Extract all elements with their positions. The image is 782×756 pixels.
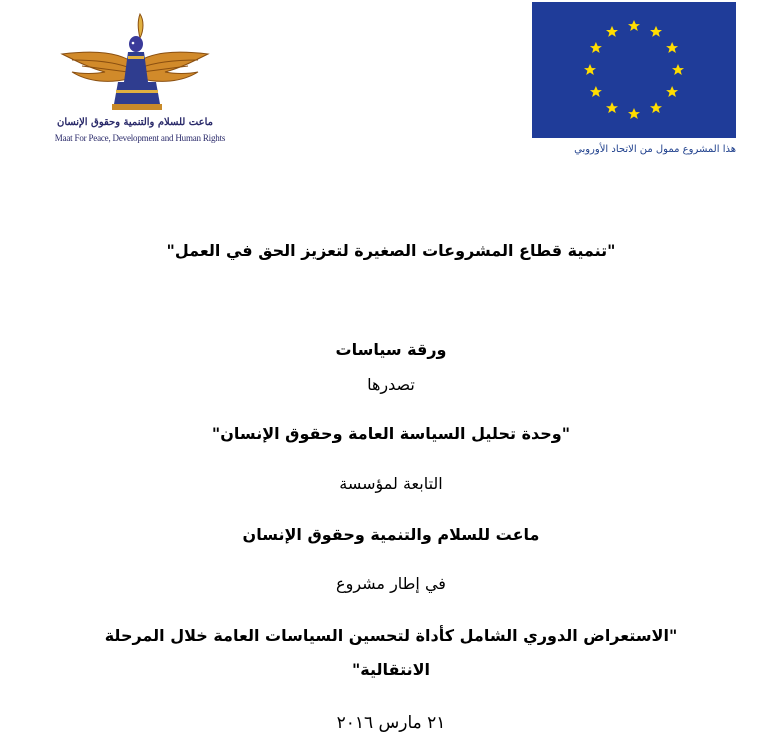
eu-flag-icon	[532, 2, 736, 138]
issued-by-label: تصدرها	[367, 375, 415, 394]
maat-name-arabic: ماعت للسلام والتنمية وحقوق الإنسان	[57, 117, 213, 128]
document-title: "تنمية قطاع المشروعات الصغيرة لتعزيز الحق في العمل"	[166, 241, 616, 260]
project-name-line-1: "الاستعراض الدوري الشامل كأداة لتحسين السياسات العامة خلال المرحلة	[104, 626, 678, 645]
eu-funding-caption: هذا المشروع ممول من الاتحاد الأوروبي	[574, 144, 736, 155]
document-date: ٢١ مارس ٢٠١٦	[336, 713, 446, 733]
issuing-unit: "وحدة تحليل السياسة العامة وحقوق الإنسان"	[211, 424, 571, 443]
maat-logo	[40, 12, 240, 152]
project-intro: في إطار مشروع	[336, 574, 446, 593]
paper-type: ورقة سياسات	[335, 340, 447, 359]
organization-name: ماعت للسلام والتنمية وحقوق الإنسان	[242, 525, 540, 544]
winged-isis-icon	[60, 12, 210, 116]
affiliation-label: التابعة لمؤسسة	[339, 474, 443, 493]
project-name-line-2: الانتقالية"	[351, 660, 431, 679]
maat-name-english: Maat For Peace, Development and Human Rights	[54, 133, 226, 143]
